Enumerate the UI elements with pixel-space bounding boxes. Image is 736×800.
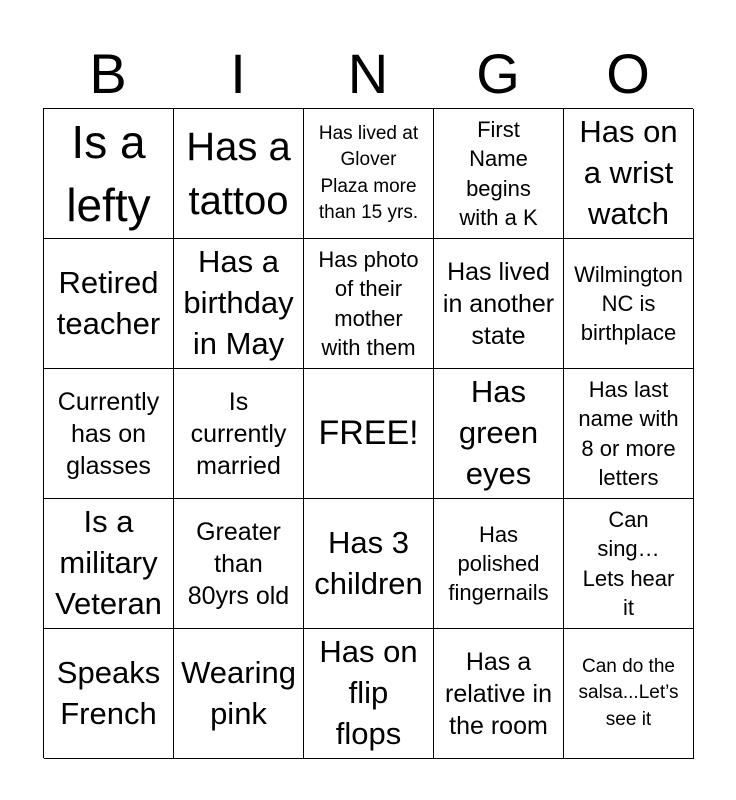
bingo-cell-r2c4[interactable]	[434, 239, 564, 369]
cell-text: Retired teacher	[56, 264, 161, 341]
header-letter-o: O	[606, 42, 650, 105]
bingo-cell-r1c3[interactable]	[304, 109, 434, 239]
cell-text: Can do the salsa...Let’s see it	[578, 656, 679, 730]
bingo-header	[43, 40, 693, 108]
bingo-cell-r2c1[interactable]	[44, 239, 174, 369]
cell-text: Has polished fingernails	[448, 521, 549, 606]
cell-text: Has a birthday in May	[183, 244, 294, 361]
bingo-cell-free[interactable]	[304, 369, 434, 499]
cell-text: Has lived in another state	[442, 257, 555, 350]
cell-text: Wearing pink	[181, 654, 296, 731]
cell-text: Has green eyes	[458, 374, 539, 491]
bingo-cell-r5c1[interactable]	[44, 629, 174, 759]
bingo-cell-r1c2[interactable]	[174, 109, 304, 239]
bingo-cell-r3c2[interactable]	[174, 369, 304, 499]
bingo-cell-r1c4[interactable]	[434, 109, 564, 239]
header-letter-n: N	[347, 42, 389, 105]
cell-text: Has a tattoo	[186, 124, 291, 223]
bingo-cell-r4c4[interactable]	[434, 499, 564, 629]
bingo-cell-r5c2[interactable]	[174, 629, 304, 759]
bingo-cell-r5c3[interactable]	[304, 629, 434, 759]
cell-text: First Name begins with a K	[459, 117, 538, 230]
cell-text: Is a military Veteran	[55, 504, 162, 621]
bingo-cell-r3c4[interactable]	[434, 369, 564, 499]
cell-text: Has on a wrist watch	[579, 114, 678, 231]
bingo-cell-r4c5[interactable]	[564, 499, 694, 629]
bingo-cell-r4c2[interactable]	[174, 499, 304, 629]
free-space-text: FREE!	[318, 413, 419, 452]
bingo-cell-r2c2[interactable]	[174, 239, 304, 369]
header-letter-i: I	[230, 42, 246, 105]
cell-text: Speaks French	[56, 654, 161, 731]
cell-text: Has photo of their mother with them	[318, 247, 419, 360]
header-letter-g: G	[476, 42, 520, 105]
bingo-cell-r1c1[interactable]	[44, 109, 174, 239]
bingo-cell-r4c1[interactable]	[44, 499, 174, 629]
cell-text: Is currently married	[190, 387, 287, 480]
cell-text: Has 3 children	[314, 524, 423, 601]
cell-text: Is a lefty	[66, 116, 151, 231]
header-letter-b: B	[89, 42, 127, 105]
bingo-cell-r2c3[interactable]	[304, 239, 434, 369]
cell-text: Wilmington NC is birthplace	[574, 261, 683, 346]
bingo-cell-r1c5[interactable]	[564, 109, 694, 239]
bingo-cell-r5c5[interactable]	[564, 629, 694, 759]
cell-text: Greater than 80yrs old	[187, 517, 290, 610]
bingo-cell-r2c5[interactable]	[564, 239, 694, 369]
cell-text: Has on flip flops	[319, 634, 418, 751]
bingo-cell-r3c5[interactable]	[564, 369, 694, 499]
bingo-cell-r5c4[interactable]	[434, 629, 564, 759]
bingo-cell-r3c1[interactable]	[44, 369, 174, 499]
cell-text: Can sing… Lets hear it	[582, 507, 675, 620]
bingo-cell-r4c3[interactable]	[304, 499, 434, 629]
cell-text: Currently has on glasses	[57, 387, 160, 480]
cell-text: Has a relative in the room	[445, 647, 552, 740]
cell-text: Has last name with 8 or more letters	[578, 377, 679, 490]
bingo-grid	[43, 108, 693, 758]
cell-text: Has lived at Glover Plaza more than 15 yrs.	[318, 123, 419, 223]
